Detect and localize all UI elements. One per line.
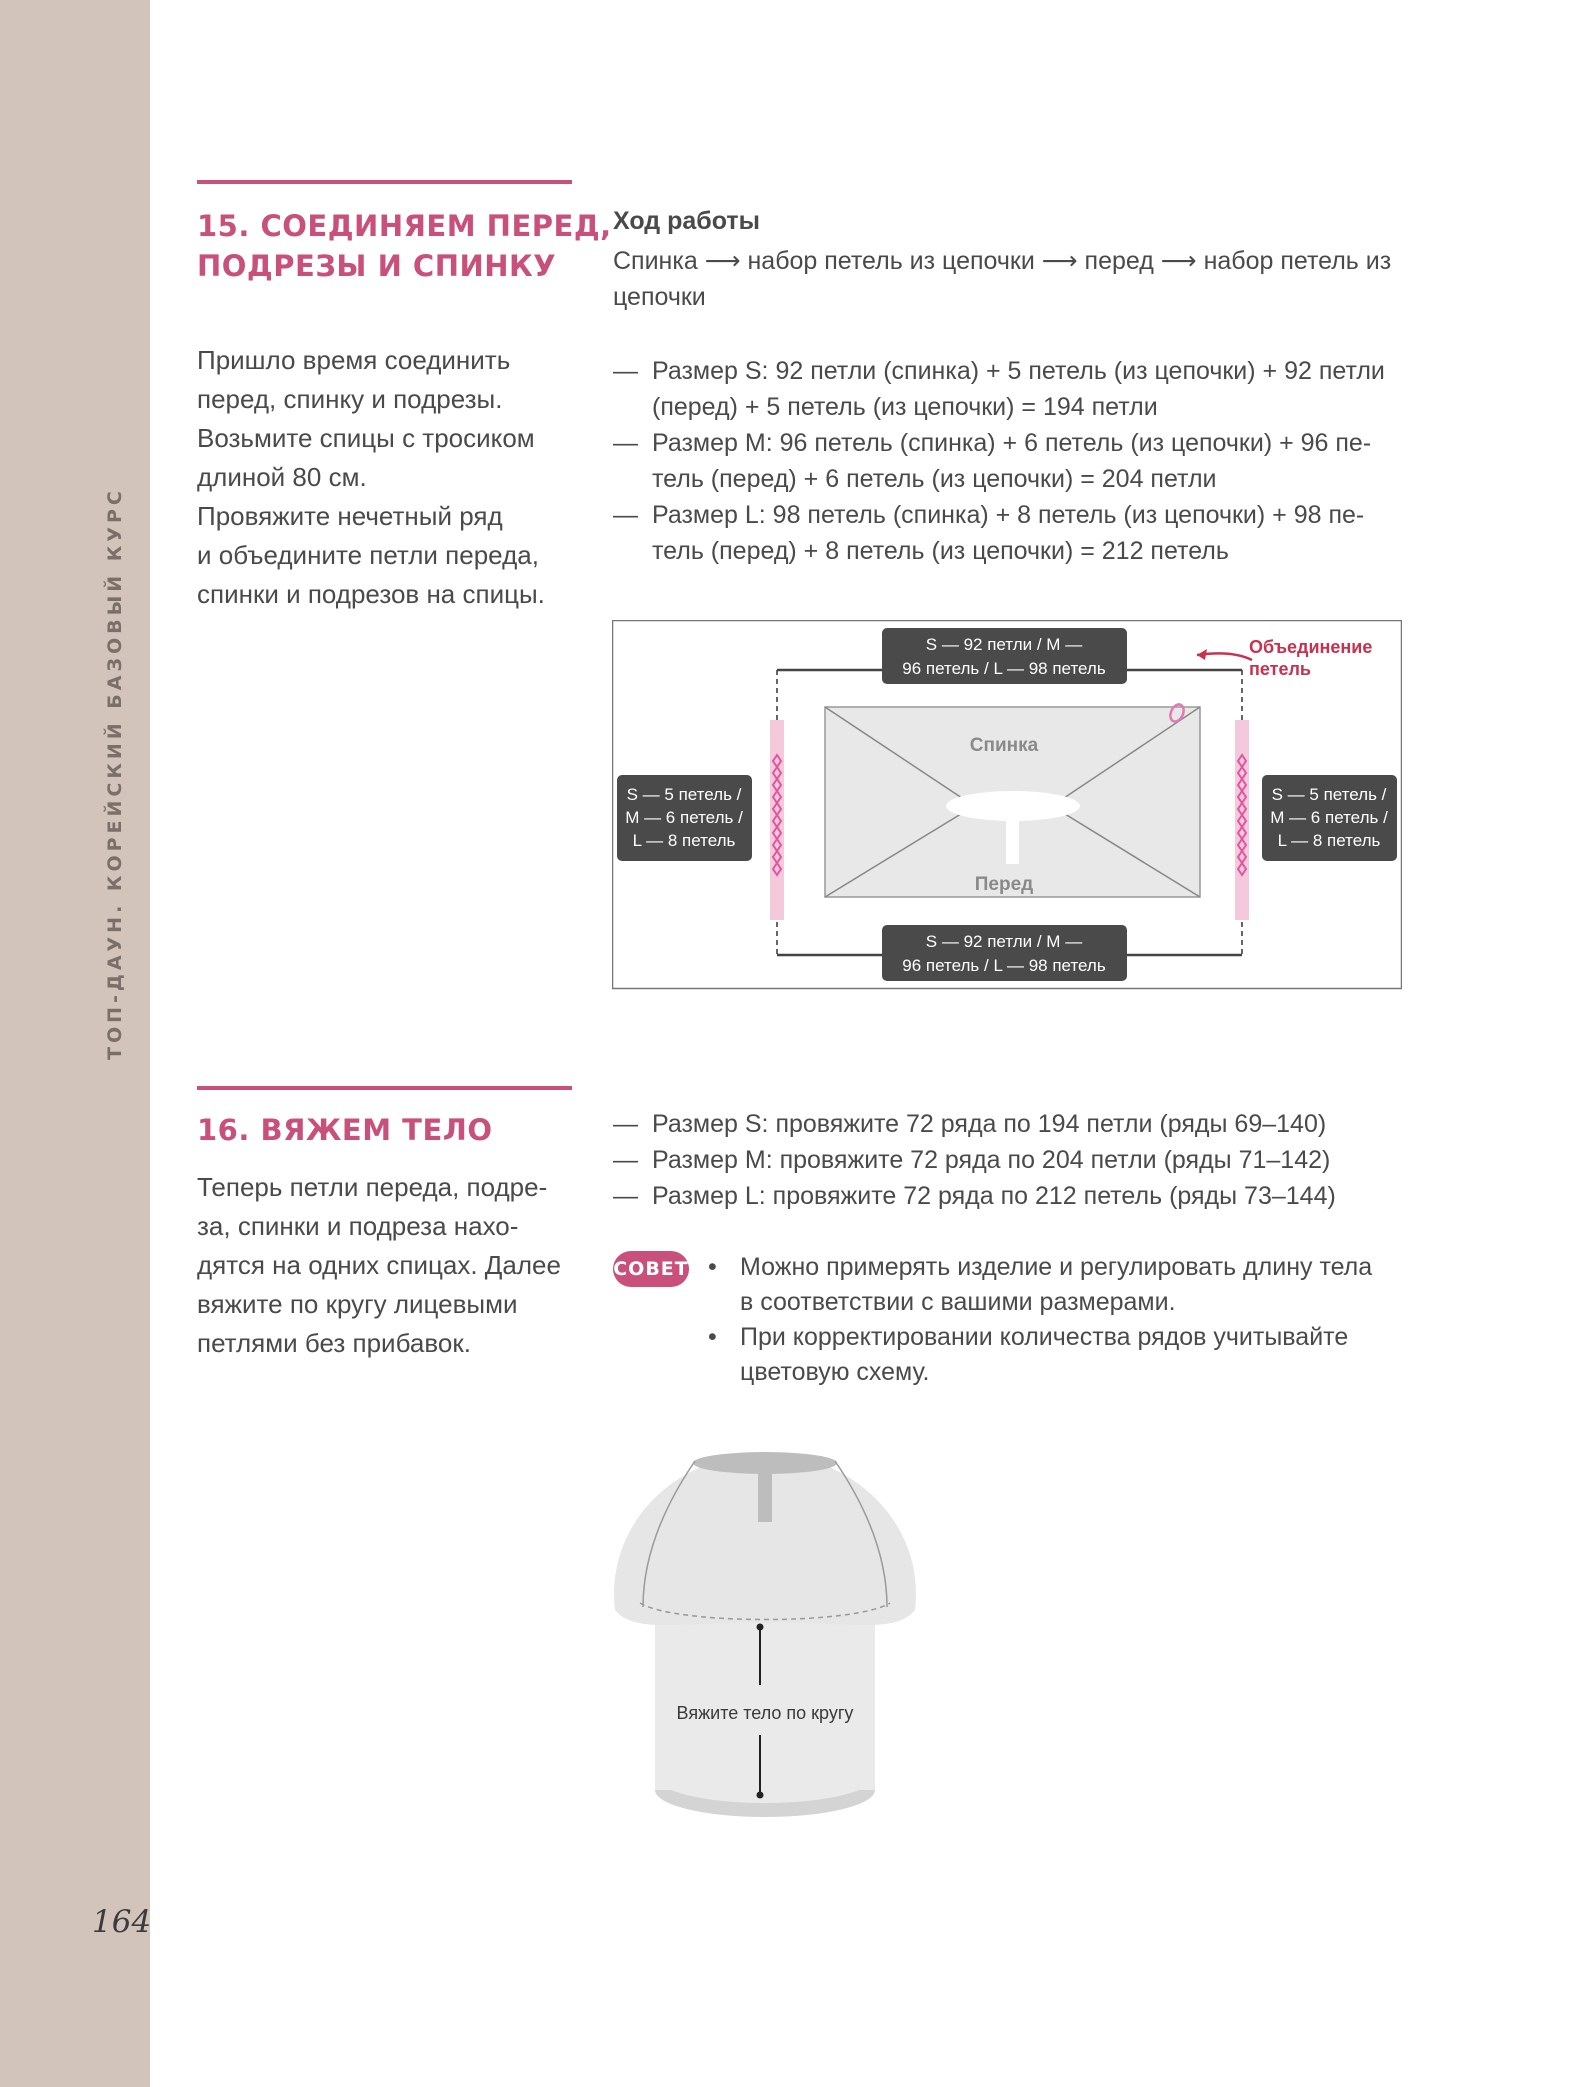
workflow-line: цепочки [613, 283, 706, 311]
front-label: Перед [974, 874, 1034, 895]
right-label-line2: M — 6 петель / [1270, 808, 1388, 827]
dash: — [613, 501, 638, 529]
intro-line: длиной 80 см. [197, 462, 367, 492]
placket [1006, 820, 1019, 864]
top-label-line2: 96 петель / L — 98 петель [902, 659, 1106, 678]
list-item [708, 1320, 1408, 1390]
list-item [613, 1142, 1413, 1178]
running-title: ТОП-ДАУН. КОРЕЙСКИЙ БАЗОВЫЙ КУРС [104, 487, 126, 1060]
dash: — [613, 1182, 638, 1210]
size-line: тель (перед) + 6 петель (из цепочки) = 204 петли [652, 465, 1217, 493]
section-16-heading: 16. ВЯЖЕМ ТЕЛО [197, 1113, 493, 1147]
section-16-rule [197, 1086, 572, 1090]
list-item [708, 1250, 1408, 1320]
section-16-intro [197, 1168, 561, 1363]
length-dot [757, 1624, 764, 1631]
intro-line: перед, спинку и подрезы. [197, 384, 503, 414]
neck-opening [946, 791, 1080, 821]
join-label-line2: петель [1249, 659, 1311, 679]
size-line: Размер L: 98 петель (спинка) + 8 петель (из цепочки) + 98 пе- [652, 501, 1365, 529]
body-diagram [605, 1435, 925, 1825]
workflow-text [613, 243, 1391, 315]
right-label-line1: S — 5 петель / [1271, 785, 1387, 804]
size-line: (перед) + 5 петель (из цепочки) = 194 петли [652, 393, 1158, 421]
section-15-heading-line1: 15. СОЕДИНЯЕМ ПЕРЕД, [197, 209, 612, 243]
neck-opening [693, 1452, 837, 1474]
tip-line: в соответствии с вашими размерами. [740, 1288, 1176, 1316]
tip-line: цветовую схему. [740, 1358, 930, 1386]
sidebar [0, 0, 150, 2087]
length-dot [757, 1792, 764, 1799]
left-label-line3: L — 8 петель [632, 831, 736, 850]
intro-line: и объедините петли переда, [197, 540, 539, 570]
size-line: Размер M: 96 петель (спинка) + 6 петель (из цепочки) + 96 пе- [652, 429, 1372, 457]
list-item [613, 425, 1413, 497]
body-diagram-label: Вяжите тело по кругу [676, 1703, 854, 1723]
intro-line: Теперь петли переда, подре- [197, 1172, 548, 1202]
workflow-title: Ход работы [613, 207, 760, 235]
intro-line: Провяжите нечетный ряд [197, 501, 503, 531]
page-number: 164 [92, 1904, 152, 1940]
section-16-size-list [613, 1106, 1413, 1214]
size-line: тель (перед) + 8 петель (из цепочки) = 212 петель [652, 537, 1229, 565]
section-15-heading-line2: ПОДРЕЗЫ И СПИНКУ [197, 249, 557, 283]
intro-line: Пришло время соединить [197, 345, 511, 375]
intro-line: вяжите по кругу лицевыми [197, 1289, 518, 1319]
body-bottom [655, 1749, 875, 1803]
intro-line: за, спинки и подреза нахо- [197, 1211, 519, 1241]
left-label-line2: M — 6 петель / [625, 808, 743, 827]
bottom-label-line1: S — 92 петли / M — [925, 932, 1083, 951]
right-chain-band [1235, 720, 1249, 920]
list-item [613, 353, 1413, 425]
bottom-label-line2: 96 петель / L — 98 петель [902, 956, 1106, 975]
placket [758, 1472, 772, 1522]
dash: — [613, 1146, 638, 1174]
size-line: Размер S: 92 петли (спинка) + 5 петель (из цепочки) + 92 петли [652, 357, 1385, 385]
workflow-line: Спинка ⟶ набор петель из цепочки ⟶ перед ⟶ набор петель из [613, 247, 1392, 275]
section-15-heading [197, 206, 612, 286]
intro-line: Возьмите спицы с тросиком [197, 423, 535, 453]
dash: — [613, 357, 638, 385]
tip-line: При корректировании количества рядов учитывайте [740, 1323, 1349, 1351]
dash: — [613, 1110, 638, 1138]
size-line: Размер L: провяжите 72 ряда по 212 петель (ряды 73–144) [652, 1182, 1336, 1210]
intro-line: спинки и подрезов на спицы. [197, 579, 545, 609]
list-item [613, 497, 1413, 569]
section-15-rule [197, 180, 572, 184]
intro-line: дятся на одних спицах. Далее [197, 1250, 561, 1280]
list-item [613, 1106, 1413, 1142]
right-label-line3: L — 8 петель [1277, 831, 1381, 850]
left-label-line1: S — 5 петель / [626, 785, 742, 804]
size-line: Размер M: провяжите 72 ряда по 204 петли (ряды 71–142) [652, 1146, 1331, 1174]
left-chain-band [770, 720, 784, 920]
joining-diagram [612, 620, 1402, 990]
size-line: Размер S: провяжите 72 ряда по 194 петли (ряды 69–140) [652, 1110, 1327, 1138]
top-label-line1: S — 92 петли / M — [925, 635, 1083, 654]
section-15-size-list [613, 353, 1413, 569]
bullet: • [708, 1323, 717, 1351]
bullet: • [708, 1253, 717, 1281]
tip-badge: СОВЕТ [613, 1251, 689, 1287]
back-label: Спинка [969, 735, 1039, 756]
intro-line: петлями без прибавок. [197, 1328, 471, 1358]
section-15-intro [197, 341, 545, 614]
dash: — [613, 429, 638, 457]
join-label-line1: Объединение [1249, 637, 1373, 657]
tips-list [708, 1250, 1408, 1390]
tip-line: Можно примерять изделие и регулировать длину тела [740, 1253, 1373, 1281]
list-item [613, 1178, 1413, 1214]
